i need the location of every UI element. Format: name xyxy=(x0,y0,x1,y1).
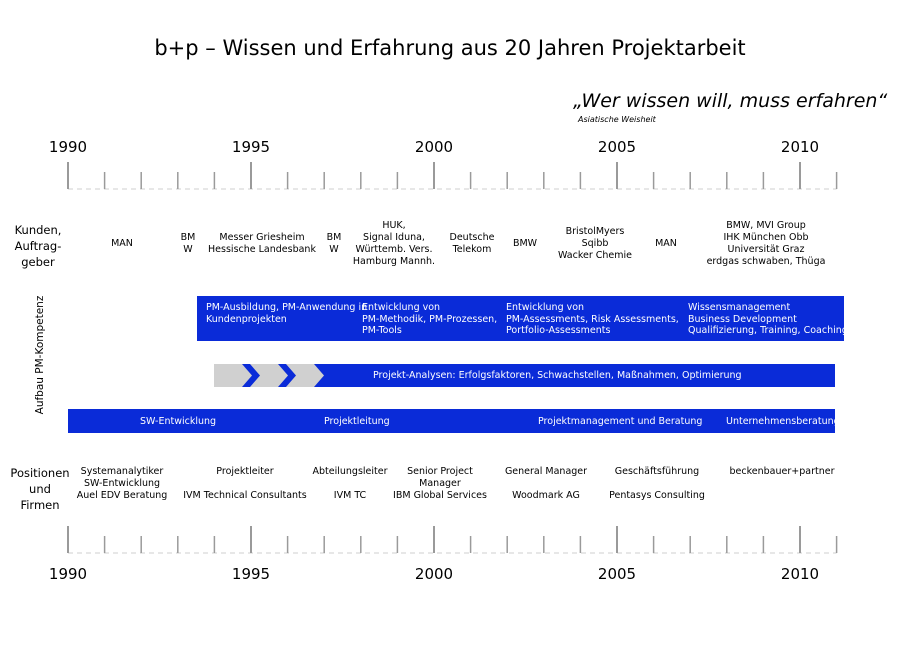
customer-label: BM W xyxy=(180,232,196,255)
position-entry: Projektleiter IVM Technical Consultants xyxy=(183,466,307,501)
career-phases-bar xyxy=(68,409,840,433)
phase-label: Projektleitung xyxy=(324,416,390,427)
quote-source: Asiatische Weisheit xyxy=(578,115,656,124)
customer-label: HUK, Signal Iduna, Württemb. Vers. Hamburg Mannh. xyxy=(352,220,436,267)
year-label: 2010 xyxy=(780,565,820,583)
timeline-axis-top xyxy=(0,160,900,200)
year-label: 1995 xyxy=(231,565,271,583)
customer-label: BristolMyers Sqibb Wacker Chemie xyxy=(557,226,633,261)
pm-bar-text: Wissensmanagement Business Development Qualifizierung, Training, Coaching xyxy=(688,302,848,336)
position-entry: Senior Project Manager IBM Global Services xyxy=(393,466,487,501)
customer-label: Deutsche Telekom xyxy=(449,232,495,255)
pm-bar-text: Entwicklung von PM-Methodik, PM-Prozessen, PM-Tools xyxy=(362,302,498,336)
phase-label: SW-Entwicklung xyxy=(140,416,217,427)
year-label: 1995 xyxy=(231,138,271,156)
position-entry: Abteilungsleiter IVM TC xyxy=(312,466,388,501)
aufbau-pm-kompetenz-label: Aufbau PM-Kompetenz xyxy=(34,295,46,415)
row-label-positionen: Positionen und Firmen xyxy=(10,466,70,512)
year-label: 2000 xyxy=(414,565,454,583)
pm-bar-text: Entwicklung von PM-Assessments, Risk Assessments, Portfolio-Assessments xyxy=(506,302,679,336)
customer-label: BMW, MVI Group IHK München Obb Universität Graz erdgas schwaben, Thüga xyxy=(706,220,826,267)
quote: „Wer wissen will, muss erfahren“ xyxy=(573,90,888,112)
customer-label: Messer Griesheim Hessische Landesbank xyxy=(208,232,316,255)
position-entry: General Manager Woodmark AG xyxy=(504,466,588,501)
position-entry: beckenbauer+partner xyxy=(729,466,835,477)
year-label: 2005 xyxy=(597,138,637,156)
customer-label: BMW xyxy=(512,238,538,249)
pm-competence-bar xyxy=(197,296,848,341)
phase-label: Projektmanagement und Beratung xyxy=(538,416,703,427)
row-label-kunden: Kunden, Auftrag- geber xyxy=(14,223,62,269)
customer-label: BM W xyxy=(326,232,342,255)
position-entry: Geschäftsführung Pentasys Consulting xyxy=(609,466,705,501)
timeline-axis-bottom xyxy=(0,524,900,564)
projekt-analysen-text: Projekt-Analysen: Erfolgsfaktoren, Schwachstellen, Maßnahmen, Optimierung xyxy=(373,370,742,381)
year-label: 1990 xyxy=(48,565,88,583)
position-entry: Systemanalytiker SW-Entwicklung Auel EDV Beratung xyxy=(76,466,168,501)
year-label: 2000 xyxy=(414,138,454,156)
year-label: 2005 xyxy=(597,565,637,583)
page-title: b+p – Wissen und Erfahrung aus 20 Jahren Projektarbeit xyxy=(154,36,746,60)
customer-label: MAN xyxy=(655,238,677,249)
phase-label: Unternehmensberatung xyxy=(726,416,840,427)
year-label: 1990 xyxy=(48,138,88,156)
customer-label: MAN xyxy=(111,238,133,249)
year-label: 2010 xyxy=(780,138,820,156)
chevron-arrows-icon xyxy=(212,362,332,389)
pm-bar-text: PM-Ausbildung, PM-Anwendung in Kundenprojekten xyxy=(206,302,368,325)
